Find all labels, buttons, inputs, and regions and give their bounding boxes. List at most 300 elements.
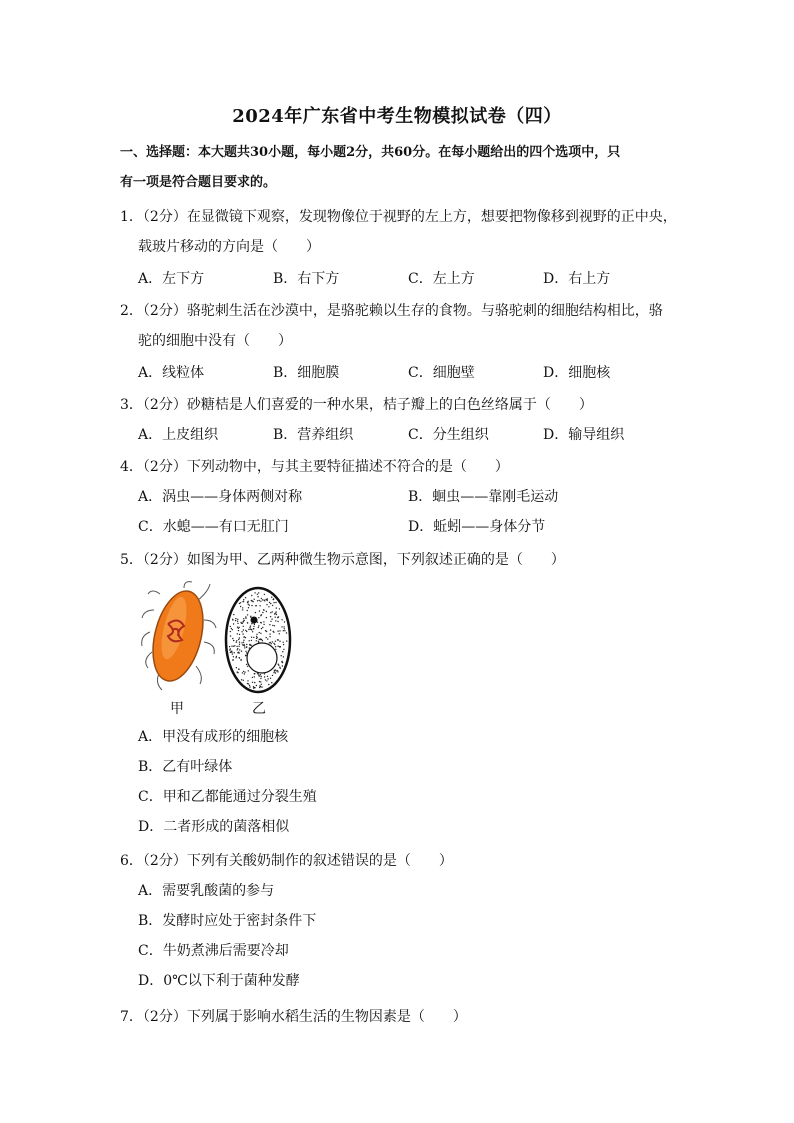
- stipple-dot: [273, 599, 274, 600]
- stipple-dot: [277, 671, 278, 672]
- stipple-dot: [245, 637, 246, 638]
- stipple-dot: [236, 646, 237, 647]
- stipple-dot: [259, 632, 260, 633]
- stipple-dot: [232, 629, 233, 630]
- stipple-dot: [282, 651, 283, 652]
- stipple-dot: [242, 609, 243, 610]
- stipple-dot: [261, 676, 262, 677]
- section-line-1: 一、选择题：本大题共30小题，每小题2分，共60分。在每小题给出的四个选项中，只: [120, 145, 621, 160]
- stipple-dot: [272, 625, 273, 626]
- stipple-dot: [262, 627, 263, 628]
- stipple-dot: [263, 624, 264, 625]
- stipple-dot: [238, 628, 239, 629]
- question-3-text-1: 3．（2分）砂糖桔是人们喜爱的一种水果，桔子瓣上的白色丝络属于（ ）: [120, 397, 593, 413]
- stipple-dot: [253, 637, 254, 638]
- stipple-dot: [251, 645, 252, 646]
- stipple-dot: [266, 637, 267, 638]
- stipple-dot: [237, 672, 238, 673]
- stipple-dot: [256, 685, 257, 686]
- question-5: [120, 545, 680, 575]
- stipple-dot: [235, 618, 236, 619]
- stipple-dot: [276, 611, 277, 612]
- stipple-dot: [238, 630, 239, 631]
- figure-label-jia: 甲: [170, 701, 184, 717]
- stipple-dot: [272, 675, 273, 676]
- stipple-dot: [239, 634, 240, 635]
- question-1-text-1: 1．（2分）在显微镜下观察，发现物像位于视野的左上方，想要把物像移到视野的正中央，: [120, 209, 677, 225]
- figure-label-yi: 乙: [252, 701, 266, 717]
- stipple-dot: [237, 623, 238, 624]
- stipple-dot: [250, 616, 251, 617]
- option-d: D．输导组织: [543, 427, 625, 443]
- stipple-dot: [235, 620, 236, 621]
- stipple-dot: [283, 656, 284, 657]
- option-b: B．发酵时应处于密封条件下: [138, 913, 317, 929]
- yeast-cell-wall: [226, 588, 290, 692]
- stipple-dot: [277, 646, 278, 647]
- stipple-dot: [269, 633, 270, 634]
- stipple-dot: [279, 633, 280, 634]
- option-c: C．牛奶煮沸后需要冷却: [138, 943, 289, 959]
- stipple-dot: [283, 642, 284, 643]
- stipple-dot: [241, 631, 242, 632]
- stipple-dot: [270, 612, 271, 613]
- yeast-vacuole: [247, 643, 277, 673]
- stipple-dot: [274, 644, 275, 645]
- stipple-dot: [279, 630, 280, 631]
- stipple-dot: [242, 601, 243, 602]
- stipple-dot: [275, 641, 276, 642]
- microbe-figure: [138, 580, 298, 720]
- stipple-dot: [281, 626, 282, 627]
- option-d: D．二者形成的菌落相似: [138, 819, 290, 835]
- stipple-dot: [258, 627, 259, 628]
- stipple-dot: [266, 611, 267, 612]
- stipple-dot: [237, 621, 238, 622]
- stipple-dot: [240, 622, 241, 623]
- stipple-dot: [277, 621, 278, 622]
- option-a: A．需要乳酸菌的参与: [138, 883, 275, 899]
- stipple-dot: [240, 602, 241, 603]
- stipple-dot: [286, 632, 287, 633]
- stipple-dot: [240, 659, 241, 660]
- stipple-dot: [261, 686, 262, 687]
- stipple-dot: [247, 602, 248, 603]
- stipple-dot: [237, 652, 238, 653]
- stipple-dot: [283, 644, 284, 645]
- section-line-2: 有一项是符合题目要求的。: [120, 175, 277, 190]
- stipple-dot: [233, 614, 234, 615]
- stipple-dot: [266, 617, 267, 618]
- question-6: [120, 846, 680, 876]
- option-d: D．细胞核: [543, 365, 611, 381]
- option-d: D．蚯蚓——身体分节: [408, 519, 546, 535]
- stipple-dot: [256, 638, 257, 639]
- stipple-dot: [247, 683, 248, 684]
- option-a: A．左下方: [138, 271, 205, 287]
- stipple-dot: [247, 622, 248, 623]
- stipple-dot: [264, 676, 265, 677]
- microbe-illustration: [138, 580, 298, 720]
- stipple-dot: [278, 616, 279, 617]
- question-3: [120, 390, 680, 420]
- stipple-dot: [253, 628, 254, 629]
- stipple-dot: [246, 664, 247, 665]
- option-b: B．乙有叶绿体: [138, 759, 233, 775]
- stipple-dot: [229, 646, 230, 647]
- stipple-dot: [251, 595, 252, 596]
- stipple-dot: [243, 621, 244, 622]
- option-d: D．右上方: [543, 271, 611, 287]
- stipple-dot: [270, 678, 271, 679]
- stipple-dot: [230, 626, 231, 627]
- stipple-dot: [231, 628, 232, 629]
- stipple-dot: [247, 680, 248, 681]
- stipple-dot: [237, 619, 238, 620]
- stipple-dot: [256, 640, 257, 641]
- stipple-dot: [265, 679, 266, 680]
- option-a: A．涡虫——身体两侧对称: [138, 489, 303, 505]
- stipple-dot: [276, 607, 277, 608]
- stipple-dot: [260, 601, 261, 602]
- stipple-dot: [239, 649, 240, 650]
- stipple-dot: [254, 599, 255, 600]
- question-1: [120, 202, 680, 262]
- stipple-dot: [284, 630, 285, 631]
- stipple-dot: [253, 688, 254, 689]
- stipple-dot: [252, 677, 253, 678]
- stipple-dot: [240, 606, 241, 607]
- question-5-options: [138, 722, 678, 842]
- stipple-dot: [243, 629, 244, 630]
- stipple-dot: [261, 639, 262, 640]
- stipple-dot: [248, 629, 249, 630]
- stipple-dot: [264, 594, 265, 595]
- stipple-dot: [283, 626, 284, 627]
- stipple-dot: [277, 631, 278, 632]
- stipple-dot: [234, 652, 235, 653]
- stipple-dot: [258, 592, 259, 593]
- stipple-dot: [271, 619, 272, 620]
- stipple-dot: [262, 640, 263, 641]
- stipple-dot: [245, 655, 246, 656]
- stipple-dot: [259, 605, 260, 606]
- stipple-dot: [248, 604, 249, 605]
- stipple-dot: [263, 621, 264, 622]
- stipple-dot: [254, 673, 255, 674]
- stipple-dot: [266, 680, 267, 681]
- stipple-dot: [245, 651, 246, 652]
- stipple-dot: [252, 682, 253, 683]
- option-c: C．细胞壁: [408, 365, 475, 381]
- stipple-dot: [273, 643, 274, 644]
- stipple-dot: [230, 631, 231, 632]
- stipple-dot: [274, 625, 275, 626]
- stipple-dot: [244, 645, 245, 646]
- stipple-dot: [233, 656, 234, 657]
- stipple-dot: [272, 611, 273, 612]
- stipple-dot: [243, 642, 244, 643]
- stipple-dot: [286, 640, 287, 641]
- stipple-dot: [236, 640, 237, 641]
- stipple-dot: [239, 657, 240, 658]
- stipple-dot: [258, 625, 259, 626]
- stipple-dot: [254, 676, 255, 677]
- question-6-text-1: 6．（2分）下列有关酸奶制作的叙述错误的是（ ）: [120, 853, 453, 869]
- stipple-dot: [281, 655, 282, 656]
- stipple-dot: [261, 628, 262, 629]
- stipple-dot: [282, 662, 283, 663]
- stipple-dot: [257, 594, 258, 595]
- stipple-dot: [234, 645, 235, 646]
- stipple-dot: [252, 600, 253, 601]
- option-d: D．0℃以下利于菌种发酵: [138, 973, 300, 989]
- stipple-dot: [266, 599, 267, 600]
- stipple-dot: [241, 651, 242, 652]
- stipple-dot: [270, 621, 271, 622]
- stipple-dot: [278, 665, 279, 666]
- question-5-text-1: 5．（2分）如图为甲、乙两种微生物示意图，下列叙述正确的是（ ）: [120, 552, 565, 568]
- stipple-dot: [256, 605, 257, 606]
- stipple-dot: [270, 629, 271, 630]
- stipple-dot: [277, 670, 278, 671]
- stipple-dot: [280, 646, 281, 647]
- stipple-dot: [263, 609, 264, 610]
- stipple-dot: [244, 620, 245, 621]
- stipple-dot: [238, 646, 239, 647]
- stipple-dot: [233, 646, 234, 647]
- stipple-dot: [250, 625, 251, 626]
- stipple-dot: [251, 623, 252, 624]
- question-2-text-1: 2．（2分）骆驼刺生活在沙漠中，是骆驼赖以生存的食物。与骆驼刺的细胞结构相比，骆: [120, 303, 663, 319]
- stipple-dot: [260, 633, 261, 634]
- stipple-dot: [242, 644, 243, 645]
- stipple-dot: [247, 666, 248, 667]
- stipple-dot: [275, 672, 276, 673]
- stipple-dot: [259, 675, 260, 676]
- stipple-dot: [244, 647, 245, 648]
- stipple-dot: [249, 685, 250, 686]
- stipple-dot: [256, 634, 257, 635]
- option-c: C．水螅——有口无肛门: [138, 519, 289, 535]
- stipple-dot: [258, 673, 259, 674]
- stipple-dot: [239, 642, 240, 643]
- option-b: B．蛔虫——靠刚毛运动: [408, 489, 559, 505]
- stipple-dot: [247, 614, 248, 615]
- question-4-text-1: 4．（2分）下列动物中，与其主要特征描述不符合的是（ ）: [120, 459, 509, 475]
- stipple-dot: [284, 621, 285, 622]
- stipple-dot: [246, 644, 247, 645]
- stipple-dot: [246, 647, 247, 648]
- stipple-dot: [280, 668, 281, 669]
- stipple-dot: [239, 644, 240, 645]
- stipple-dot: [273, 602, 274, 603]
- stipple-dot: [247, 610, 248, 611]
- stipple-dot: [281, 661, 282, 662]
- question-6-options: [138, 876, 678, 996]
- stipple-dot: [283, 630, 284, 631]
- stipple-dot: [270, 642, 271, 643]
- stipple-dot: [283, 649, 284, 650]
- stipple-dot: [243, 671, 244, 672]
- stipple-dot: [275, 649, 276, 650]
- stipple-dot: [268, 606, 269, 607]
- question-7-text-1: 7．（2分）下列属于影响水稻生活的生物因素是（ ）: [120, 1009, 467, 1025]
- stipple-dot: [237, 627, 238, 628]
- stipple-dot: [262, 612, 263, 613]
- stipple-dot: [260, 681, 261, 682]
- stipple-dot: [267, 638, 268, 639]
- option-b: B．右下方: [273, 271, 340, 287]
- stipple-dot: [255, 612, 256, 613]
- stipple-dot: [270, 603, 271, 604]
- stipple-dot: [244, 673, 245, 674]
- stipple-dot: [259, 610, 260, 611]
- question-3-options: [138, 420, 678, 450]
- stipple-dot: [261, 684, 262, 685]
- stipple-dot: [274, 613, 275, 614]
- question-1-options: [138, 264, 678, 294]
- stipple-dot: [279, 608, 280, 609]
- stipple-dot: [242, 633, 243, 634]
- stipple-dot: [261, 614, 262, 615]
- option-c: C．分生组织: [408, 427, 489, 443]
- stipple-dot: [232, 653, 233, 654]
- option-c: C．左上方: [408, 271, 475, 287]
- stipple-dot: [281, 619, 282, 620]
- stipple-dot: [273, 672, 274, 673]
- stipple-dot: [232, 619, 233, 620]
- stipple-dot: [266, 604, 267, 605]
- stipple-dot: [261, 622, 262, 623]
- stipple-dot: [230, 651, 231, 652]
- stipple-dot: [239, 603, 240, 604]
- stipple-dot: [284, 628, 285, 629]
- stipple-dot: [251, 605, 252, 606]
- stipple-dot: [248, 670, 249, 671]
- stipple-dot: [253, 626, 254, 627]
- yeast-nucleus: [251, 617, 258, 624]
- stipple-dot: [236, 642, 237, 643]
- stipple-dot: [237, 649, 238, 650]
- stipple-dot: [282, 665, 283, 666]
- stipple-dot: [233, 640, 234, 641]
- stipple-dot: [239, 637, 240, 638]
- stipple-dot: [230, 648, 231, 649]
- question-1-text-2: 载玻片移动的方向是（ ）: [138, 239, 320, 255]
- stipple-dot: [241, 679, 242, 680]
- stipple-dot: [232, 660, 233, 661]
- stipple-dot: [244, 672, 245, 673]
- stipple-dot: [243, 680, 244, 681]
- stipple-dot: [250, 628, 251, 629]
- option-b: B．细胞膜: [273, 365, 340, 381]
- stipple-dot: [272, 641, 273, 642]
- stipple-dot: [275, 620, 276, 621]
- stipple-dot: [246, 631, 247, 632]
- stipple-dot: [249, 640, 250, 641]
- stipple-dot: [249, 605, 250, 606]
- stipple-dot: [257, 596, 258, 597]
- stipple-dot: [237, 648, 238, 649]
- stipple-dot: [272, 605, 273, 606]
- stipple-dot: [236, 667, 237, 668]
- stipple-dot: [271, 682, 272, 683]
- stipple-dot: [270, 616, 271, 617]
- option-b: B．营养组织: [273, 427, 354, 443]
- stipple-dot: [259, 687, 260, 688]
- stipple-dot: [260, 686, 261, 687]
- stipple-dot: [254, 624, 255, 625]
- question-2-text-2: 驼的细胞中没有（ ）: [138, 333, 292, 349]
- stipple-dot: [260, 678, 261, 679]
- stipple-dot: [259, 681, 260, 682]
- stipple-dot: [257, 600, 258, 601]
- stipple-dot: [258, 617, 259, 618]
- stipple-dot: [238, 639, 239, 640]
- stipple-dot: [261, 598, 262, 599]
- question-4: [120, 452, 680, 482]
- question-7: [120, 1002, 680, 1032]
- stipple-dot: [242, 672, 243, 673]
- stipple-dot: [245, 630, 246, 631]
- stipple-dot: [245, 616, 246, 617]
- stipple-dot: [251, 640, 252, 641]
- stipple-dot: [248, 607, 249, 608]
- stipple-dot: [236, 656, 237, 657]
- stipple-dot: [243, 599, 244, 600]
- stipple-dot: [235, 657, 236, 658]
- stipple-dot: [267, 678, 268, 679]
- stipple-dot: [266, 631, 267, 632]
- stipple-dot: [276, 614, 277, 615]
- stipple-dot: [238, 652, 239, 653]
- stipple-dot: [242, 607, 243, 608]
- stipple-dot: [267, 676, 268, 677]
- stipple-dot: [230, 635, 231, 636]
- stipple-dot: [245, 618, 246, 619]
- stipple-dot: [249, 686, 250, 687]
- stipple-dot: [274, 670, 275, 671]
- option-a: A．线粒体: [138, 365, 205, 381]
- stipple-dot: [275, 617, 276, 618]
- stipple-dot: [269, 624, 270, 625]
- stipple-dot: [232, 638, 233, 639]
- stipple-dot: [260, 674, 261, 675]
- stipple-dot: [273, 631, 274, 632]
- stipple-dot: [264, 600, 265, 601]
- stipple-dot: [254, 592, 255, 593]
- stipple-dot: [251, 637, 252, 638]
- stipple-dot: [256, 636, 257, 637]
- page-title: 2024年广东省中考生物模拟试卷（四）: [232, 106, 562, 127]
- stipple-dot: [237, 633, 238, 634]
- question-2-options: [138, 358, 678, 388]
- stipple-dot: [271, 597, 272, 598]
- question-2: [120, 296, 680, 356]
- stipple-dot: [243, 618, 244, 619]
- stipple-dot: [269, 602, 270, 603]
- stipple-dot: [249, 627, 250, 628]
- stipple-dot: [241, 642, 242, 643]
- option-a: A．甲没有成形的细胞核: [138, 729, 289, 745]
- section-heading: [120, 138, 680, 198]
- stipple-dot: [275, 646, 276, 647]
- stipple-dot: [245, 597, 246, 598]
- stipple-dot: [275, 602, 276, 603]
- stipple-dot: [243, 626, 244, 627]
- stipple-dot: [254, 682, 255, 683]
